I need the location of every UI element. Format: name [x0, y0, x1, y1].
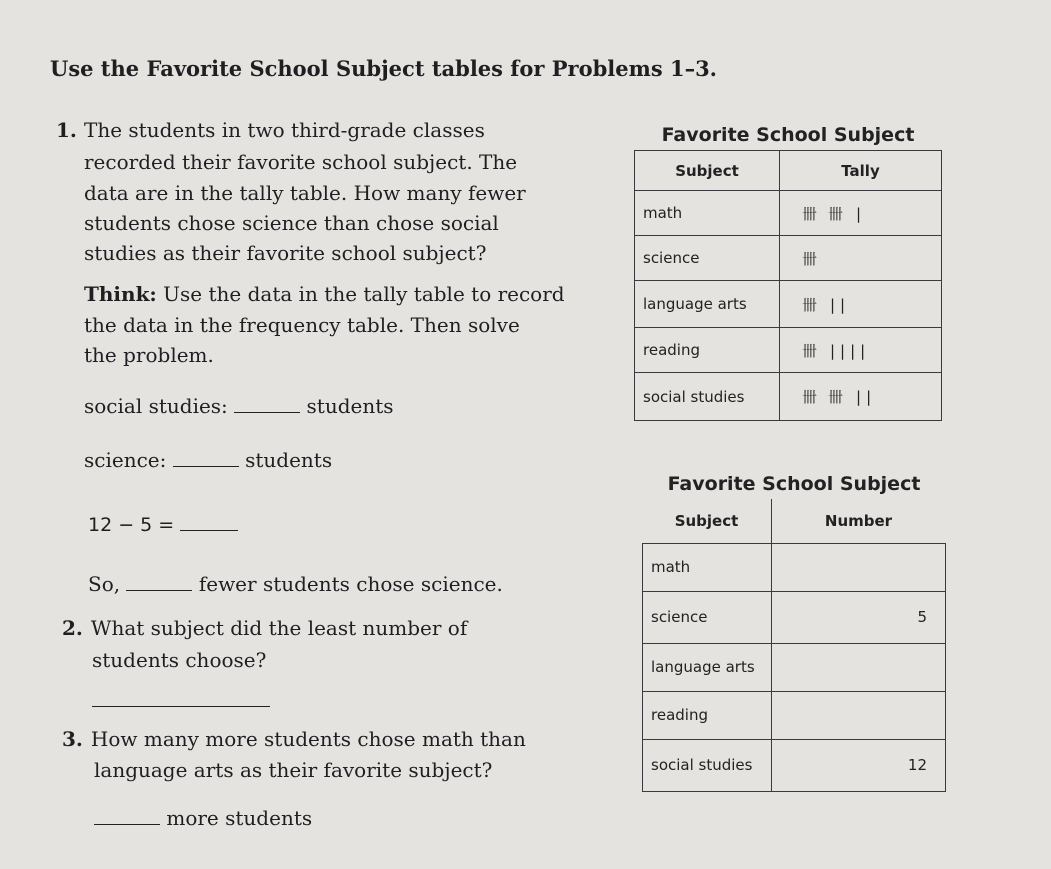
science-answer-row [84, 448, 332, 472]
so-blank[interactable] [126, 589, 192, 591]
tally-table [634, 118, 942, 421]
think-text-1: Use the data in the tally table to record [163, 282, 565, 306]
tally-mark-cell: 卌 卌 | [780, 191, 942, 236]
problem-1-line-5: studies as their favorite school subject? [84, 241, 487, 265]
tally-subject-cell: language arts [635, 281, 780, 328]
think-line-2: the data in the frequency table. Then solve [84, 313, 520, 337]
problem-2-line-1 [62, 616, 467, 640]
think-line-1 [84, 282, 565, 306]
frequency-subject-cell: math [643, 543, 772, 591]
social-studies-answer-row [84, 394, 394, 418]
frequency-subject-cell: science [643, 591, 772, 643]
frequency-subject-cell: language arts [643, 643, 772, 691]
table-row [643, 591, 946, 643]
science-blank[interactable] [173, 465, 239, 467]
equation-blank[interactable] [180, 529, 238, 531]
frequency-subject-cell: reading [643, 691, 772, 739]
table-row [643, 643, 946, 691]
tally-table-caption: Favorite School Subject [661, 124, 915, 146]
tally-subject-cell: reading [635, 328, 780, 373]
problem-3-answer-blank[interactable] [94, 823, 160, 825]
social-studies-blank[interactable] [234, 411, 300, 413]
frequency-table [642, 467, 946, 792]
tally-mark-cell: 卌 卌 || [780, 373, 942, 421]
problem-3-text-1: How many more students chose math than [90, 727, 526, 751]
problem-3-line-1 [62, 727, 526, 751]
table-row [635, 236, 942, 281]
problem-3-line-2: language arts as their favorite subject? [94, 758, 493, 782]
problem-3-number: 3. [62, 727, 83, 751]
problem-1-number: 1. [56, 118, 77, 142]
table-row [643, 691, 946, 739]
tally-subject-cell: math [635, 191, 780, 236]
problem-1-line-4: students chose science than chose social [84, 211, 499, 235]
frequency-header-subject: Subject [643, 499, 772, 543]
tally-subject-cell: science [635, 236, 780, 281]
problem-1-line-3: data are in the tally table. How many fewer [84, 181, 526, 205]
frequency-table-caption: Favorite School Subject [667, 473, 921, 495]
table-row [643, 739, 946, 791]
tally-mark-cell: 卌 [780, 236, 942, 281]
tally-mark-cell: 卌 |||| [780, 328, 942, 373]
frequency-header-number: Number [771, 499, 946, 543]
frequency-number-cell[interactable]: 5 [771, 591, 946, 643]
frequency-number-cell[interactable] [771, 643, 946, 691]
frequency-number-cell[interactable] [771, 543, 946, 591]
problem-1-line-1: The students in two third-grade classes [84, 118, 485, 142]
problem-3-unit: more students [166, 806, 313, 830]
table-row [635, 373, 942, 421]
science-label: science: [84, 448, 167, 472]
tally-mark-cell: 卌 || [780, 281, 942, 328]
table-row [643, 543, 946, 591]
table-row [635, 281, 942, 328]
tally-header-tally: Tally [780, 151, 942, 191]
so-label: So, [88, 572, 121, 596]
problem-3-answer-row [94, 806, 312, 830]
frequency-number-cell[interactable]: 12 [771, 739, 946, 791]
problem-1-line-2: recorded their favorite school subject. The [84, 150, 518, 174]
science-unit: students [245, 448, 333, 472]
problem-2-number: 2. [62, 616, 83, 640]
so-row [88, 572, 503, 596]
social-studies-unit: students [306, 394, 394, 418]
think-label: Think: [84, 282, 157, 306]
social-studies-label: social studies: [84, 394, 228, 418]
think-line-3: the problem. [84, 343, 214, 367]
table-row [635, 191, 942, 236]
problem-2-text-1: What subject did the least number of [90, 616, 468, 640]
page-title: Use the Favorite School Subject tables for Problems 1–3. [50, 56, 717, 81]
equation: 12 − 5 = [88, 514, 175, 536]
so-text: fewer students chose science. [198, 572, 503, 596]
problem-2-answer-blank[interactable] [92, 706, 270, 707]
frequency-number-cell[interactable] [771, 691, 946, 739]
tally-header-subject: Subject [635, 151, 780, 191]
tally-subject-cell: social studies [635, 373, 780, 421]
problem-2-line-2: students choose? [92, 648, 267, 672]
frequency-subject-cell: social studies [643, 739, 772, 791]
table-row [635, 328, 942, 373]
equation-row [88, 514, 238, 536]
